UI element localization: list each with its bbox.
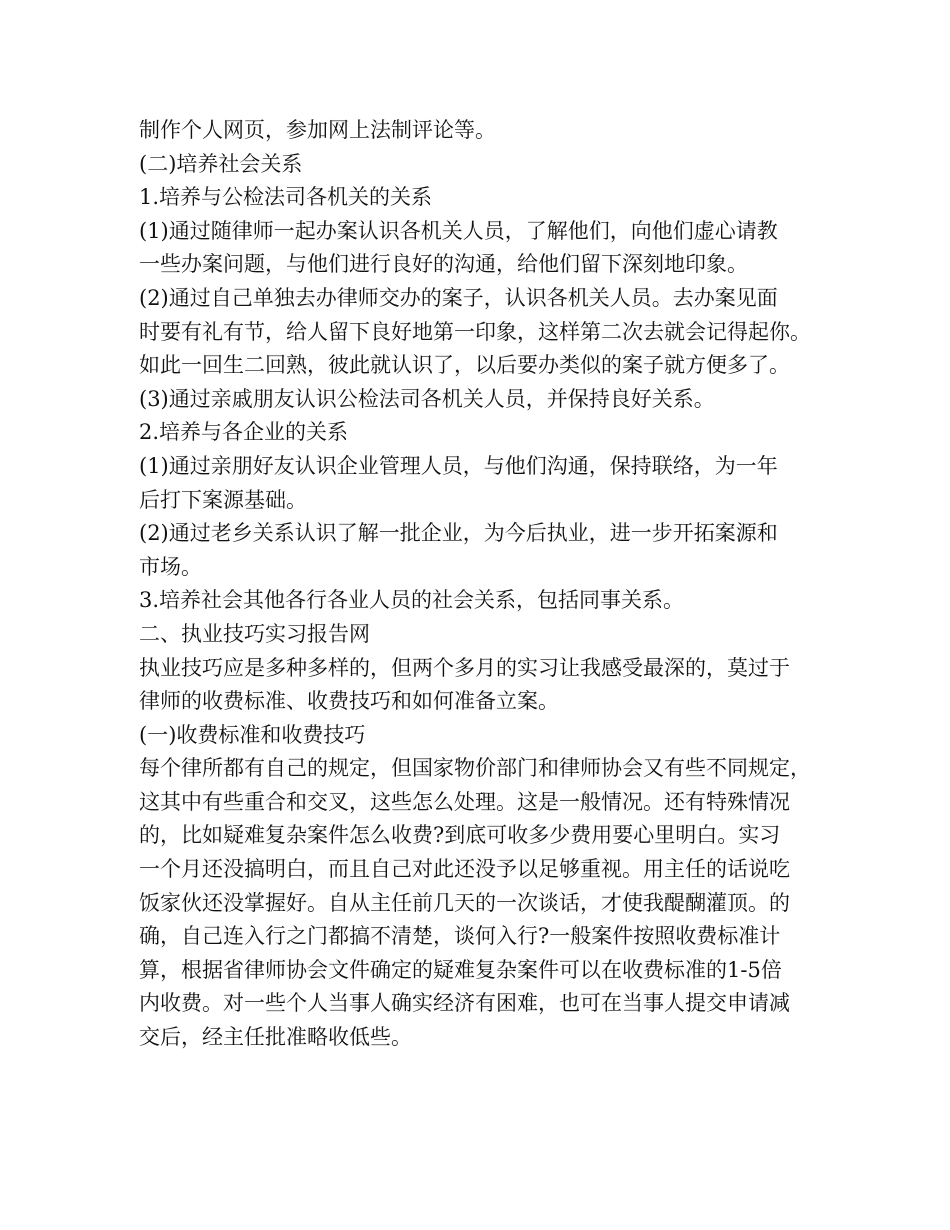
text-line: 一些办案问题，与他们进行良好的沟通，给他们留下深刻地印象。 [139,252,748,277]
text-line: 制作个人网页，参加网上法制评论等。 [139,118,496,142]
text-line: 时要有礼有节，给人留下良好地第一印象，这样第二次去就会记得起你。 [139,319,811,344]
text-line: 的，比如疑难复杂案件怎么收费?到底可收多少费用要心里明白。实习 [139,823,781,848]
section-heading: 二、执业技巧实习报告网 [139,621,370,646]
subsection-heading: 1.培养与公检法司各机关的关系 [139,185,433,210]
text-line: 每个律所都有自己的规定，但国家物价部门和律师协会又有些不同规定， [139,756,811,781]
text-line: (2)通过老乡关系认识了解一批企业，为今后执业，进一步开拓案源和 [139,521,778,546]
text-line: (2)通过自己单独去办律师交办的案子，认识各机关人员。去办案见面 [139,285,778,310]
text-line: 律师的收费标准、收费技巧和如何准备立案。 [139,689,559,714]
text-line: (3)通过亲戚朋友认识公检法司各机关人员，并保持良好关系。 [139,386,715,411]
text-line: (1)通过亲朋好友认识企业管理人员，与他们沟通，保持联络，为一年 [139,453,778,478]
section-heading: (二)培养社会关系 [139,151,303,176]
text-line: 如此一回生二回熟，彼此就认识了，以后要办类似的案子就方便多了。 [139,353,790,378]
document-body [139,114,819,1055]
text-line: 交后，经主任批准略收低些。 [139,1025,412,1050]
text-line: 内收费。对一些个人当事人确实经济有困难，也可在当事人提交申请减 [139,991,790,1016]
text-line: 一个月还没搞明白，而且自己对此还没予以足够重视。用主任的话说吃 [139,857,790,882]
text-line: 这其中有些重合和交叉，这些怎么处理。这是一般情况。还有特殊情况 [139,789,790,814]
subsection-heading: 3.培养社会其他各行各业人员的社会关系，包括同事关系。 [139,588,685,613]
text-line: (1)通过随律师一起办案认识各机关人员，了解他们，向他们虚心请教 [139,218,778,243]
text-line: 后打下案源基础。 [139,487,307,512]
subsection-heading: 2.培养与各企业的关系 [139,420,349,445]
text-line: 市场。 [139,554,202,579]
section-heading: (一)收费标准和收费技巧 [139,722,366,747]
text-line: 算，根据省律师协会文件确定的疑难复杂案件可以在收费标准的1-5倍 [139,957,782,982]
text-line: 确，自己连入行之门都搞不清楚，谈何入行?一般案件按照收费标准计 [139,924,781,949]
text-line: 执业技巧应是多种多样的，但两个多月的实习让我感受最深的，莫过于 [139,655,790,680]
text-line: 饭家伙还没掌握好。自从主任前几天的一次谈话，才使我醍醐灌顶。的 [139,890,790,915]
